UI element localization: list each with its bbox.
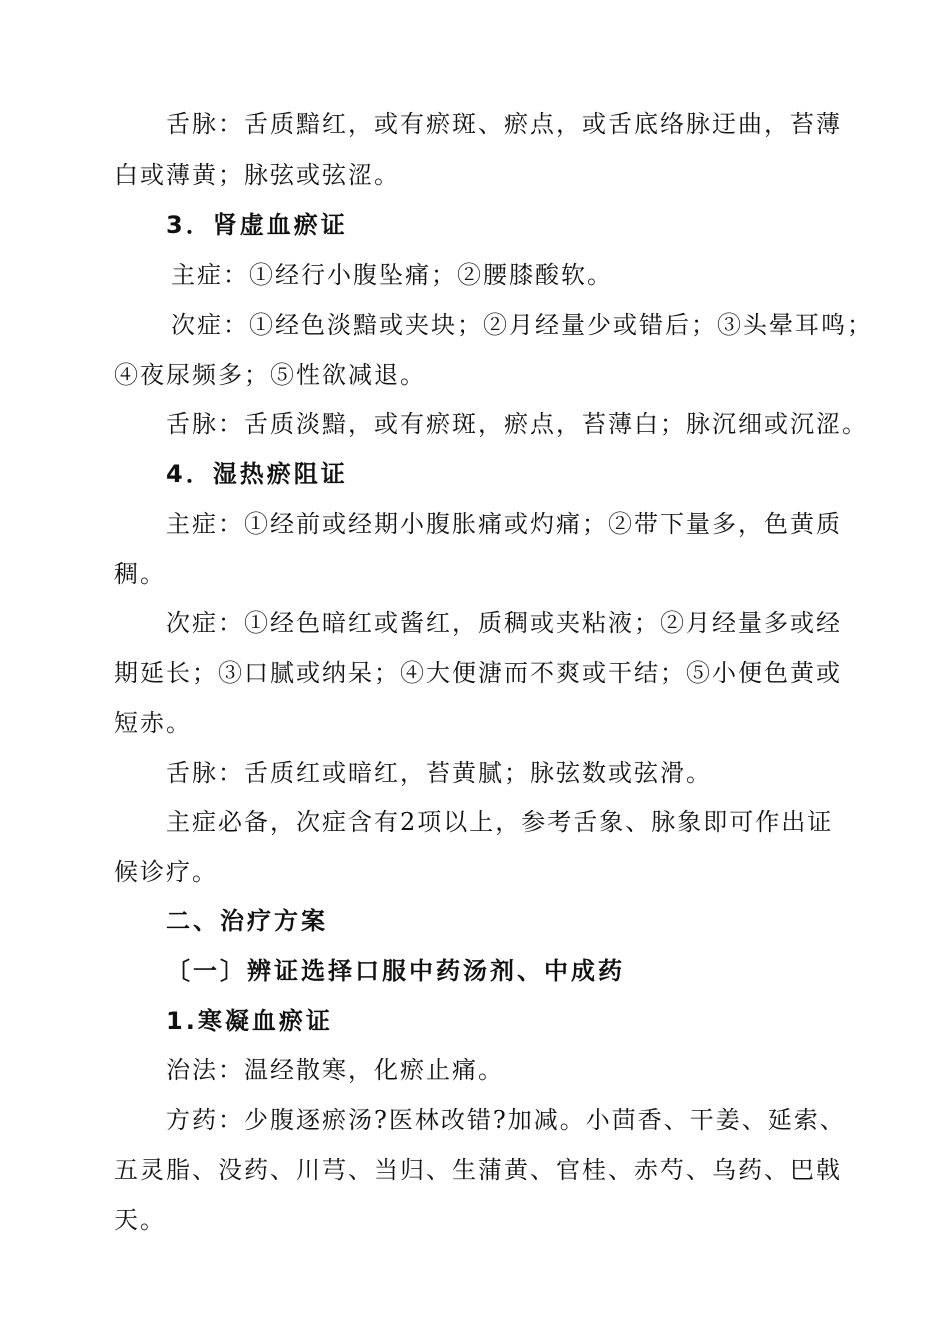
section-heading: 二、治疗方案 <box>166 907 328 935</box>
paragraph-line: 治法：温经散寒，化瘀止痛。 <box>166 1056 504 1084</box>
paragraph-line: 主症：①经行小腹坠痛；②腰膝酸软。 <box>171 261 613 289</box>
paragraph-line: 次症：①经色淡黯或夹块；②月经量少或错后；③头晕耳鸣； <box>171 311 873 339</box>
section-heading: 4．湿热瘀阻证 <box>166 460 348 488</box>
paragraph-line: 主症必备，次症含有2项以上，参考舌象、脉象即可作出证 <box>166 808 834 836</box>
paragraph-line: 短赤。 <box>114 709 192 737</box>
paragraph-line: 主症：①经前或经期小腹胀痛或灼痛；②带下量多，色黄质 <box>166 510 842 538</box>
paragraph-line: 白或薄黄；脉弦或弦涩。 <box>114 161 400 189</box>
paragraph-line: 稠。 <box>114 560 166 588</box>
paragraph-line: 五灵脂、没药、川芎、当归、生蒲黄、官桂、赤芍、乌药、巴戟 <box>114 1156 842 1184</box>
paragraph-line: ④夜尿频多；⑤性欲减退。 <box>114 361 426 389</box>
paragraph-line: 候诊疗。 <box>114 858 218 886</box>
paragraph-line: 次症：①经色暗红或酱红，质稠或夹粘液；②月经量多或经 <box>166 609 842 637</box>
paragraph-line: 天。 <box>114 1206 166 1234</box>
paragraph-line: 期延长；③口腻或纳呆；④大便溏而不爽或干结；⑤小便色黄或 <box>114 659 842 687</box>
paragraph-line: 舌脉：舌质红或暗红，苔黄腻；脉弦数或弦滑。 <box>166 759 712 787</box>
paragraph-line: 舌脉：舌质淡黯，或有瘀斑，瘀点，苔薄白；脉沉细或沉涩。 <box>166 410 868 438</box>
section-heading: 〔一〕辨证选择口服中药汤剂、中成药 <box>166 957 625 985</box>
section-heading: 1.寒凝血瘀证 <box>166 1007 333 1035</box>
paragraph-line: 方药：少腹逐瘀汤?医林改错?加减。小茴香、干姜、延索、 <box>166 1106 846 1134</box>
paragraph-line: 舌脉：舌质黯红，或有瘀斑、瘀点，或舌底络脉迂曲，苔薄 <box>166 110 842 138</box>
section-heading: 3．肾虚血瘀证 <box>166 211 348 239</box>
